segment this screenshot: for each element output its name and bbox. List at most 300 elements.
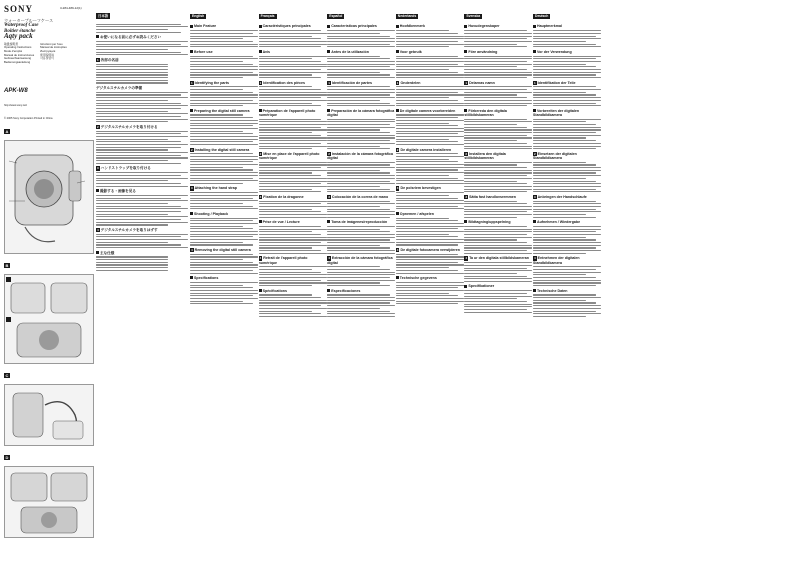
section-heading: 2 Installing the digital still camera <box>191 147 250 152</box>
text-line <box>396 156 464 157</box>
text-line <box>396 220 459 221</box>
text-line <box>396 301 464 302</box>
text-line <box>327 41 395 42</box>
text-line <box>464 143 527 144</box>
text-line <box>396 141 459 142</box>
text-line <box>464 209 532 210</box>
text-line <box>259 253 327 254</box>
section-number: 1 <box>534 80 536 85</box>
lang-item: Инструкция <box>40 48 56 53</box>
text-line <box>259 214 327 215</box>
text-line <box>259 203 322 204</box>
lang-item: Manual de instruções <box>40 45 67 50</box>
text-line <box>259 64 327 65</box>
section-heading: Características principales <box>327 24 395 28</box>
text-line <box>327 239 390 240</box>
text-line <box>190 89 243 90</box>
lang-item: 사용설명서 <box>40 56 54 61</box>
text-line <box>327 274 395 275</box>
section-heading: 1 Identifikation der Teile <box>534 80 576 85</box>
text-line <box>464 265 532 266</box>
text-line <box>327 311 390 312</box>
section-heading: 3 Anbringen der Handschlaufe <box>534 194 587 199</box>
text-line <box>259 183 322 184</box>
text-line <box>533 97 601 98</box>
language-header: Español <box>329 14 343 18</box>
text-line <box>190 117 253 118</box>
section-heading: 3 Attaching the hand strap <box>191 186 238 191</box>
text-line <box>190 133 253 134</box>
text-line <box>190 61 243 62</box>
text-line <box>396 242 464 243</box>
text-line <box>190 228 253 229</box>
text-line <box>259 33 327 34</box>
text-line <box>327 214 395 215</box>
text-line <box>190 244 253 245</box>
text-line <box>464 103 532 104</box>
text-line <box>464 175 527 176</box>
text-line <box>259 206 327 207</box>
text-line <box>259 137 327 138</box>
text-line <box>327 229 380 230</box>
section-heading: Bildtagning/uppspelning <box>464 220 532 224</box>
text-line <box>327 69 395 70</box>
text-line <box>259 46 322 47</box>
text-line <box>190 114 243 115</box>
text-line <box>190 72 253 73</box>
text-line <box>396 273 464 274</box>
text-line <box>396 114 464 115</box>
section-heading: デジタルスチルカメラの準備 <box>96 85 143 90</box>
text-line <box>327 103 390 104</box>
copyright: © 2005 Sony Corporation Printed in China <box>4 117 53 121</box>
text-line <box>190 262 253 263</box>
text-line <box>533 211 601 212</box>
text-line <box>259 266 327 267</box>
cover-column <box>4 4 94 560</box>
text-line <box>533 201 596 202</box>
text-line <box>259 247 312 248</box>
text-line <box>464 94 517 95</box>
text-line <box>464 162 532 163</box>
text-line <box>327 316 395 317</box>
text-line <box>190 30 258 31</box>
text-line <box>190 167 243 168</box>
text-line <box>259 311 312 312</box>
text-line <box>327 167 395 168</box>
text-line <box>464 239 517 240</box>
text-line <box>190 208 258 209</box>
text-line <box>259 313 322 314</box>
text-line <box>327 72 380 73</box>
text-line <box>327 183 395 184</box>
text-line <box>533 119 601 120</box>
text-line <box>327 209 390 210</box>
text-line <box>396 192 464 193</box>
case-diagram-icon <box>5 141 93 253</box>
section-number: 1 <box>328 80 330 85</box>
section-heading: 1 Identificación de partes <box>328 80 372 85</box>
section-heading: 4 Removing the digital still camera <box>191 247 251 252</box>
text-line <box>259 148 312 149</box>
text-line <box>396 159 449 160</box>
text-line <box>533 183 601 184</box>
text-line <box>190 105 243 106</box>
text-line <box>396 178 459 179</box>
lang-item: 取扱説明書 <box>4 41 18 46</box>
text-line <box>327 105 395 106</box>
text-line <box>327 124 390 125</box>
text-line <box>464 309 527 310</box>
text-line <box>464 281 532 282</box>
text-line <box>533 277 596 278</box>
text-line <box>327 302 390 303</box>
model-code: 3-284-489-12(1) <box>60 6 82 10</box>
text-line <box>259 30 322 31</box>
text-line <box>396 64 459 65</box>
text-line <box>464 77 527 78</box>
text-line <box>533 305 601 306</box>
text-line <box>533 38 601 39</box>
text-line <box>464 226 527 227</box>
text-line <box>464 214 532 215</box>
section-heading: Shooting / Playback <box>190 212 258 216</box>
text-line <box>464 304 532 305</box>
text-line <box>327 181 390 182</box>
section-heading: Före användning <box>464 50 532 54</box>
text-line <box>533 148 596 149</box>
text-line <box>396 256 464 257</box>
text-line <box>327 74 390 75</box>
lang-item: Mode d'emploi <box>4 48 23 53</box>
japanese-title: ウォータープルーフケース <box>4 18 54 23</box>
section-heading: Hauptmerkmal <box>533 24 601 28</box>
text-line <box>259 181 327 182</box>
text-line <box>396 161 459 162</box>
text-line <box>259 316 327 317</box>
text-line <box>464 191 527 192</box>
section-heading: 2 Installera den digitala stillbildskameran <box>464 151 506 160</box>
text-line <box>327 140 390 141</box>
text-line <box>190 169 253 170</box>
language-column <box>464 4 532 560</box>
text-line <box>533 127 601 128</box>
section-heading: 撮影する・画像を見る <box>96 189 188 193</box>
text-line <box>259 201 327 202</box>
text-line <box>396 41 459 42</box>
text-line <box>259 41 327 42</box>
section-heading: 4 デジタルスチルカメラを取りはずす <box>97 227 158 232</box>
text-line <box>396 128 464 129</box>
text-line <box>464 140 517 141</box>
text-line <box>533 226 601 227</box>
text-line <box>464 206 532 207</box>
text-line <box>259 211 322 212</box>
text-line <box>259 245 327 246</box>
text-line <box>464 242 527 243</box>
section-heading: Vorbereiten der digitalen Standbildkamera <box>533 109 601 117</box>
text-line <box>396 239 464 240</box>
text-line <box>190 94 258 95</box>
section-heading: Voor gebruik <box>396 50 464 54</box>
text-line <box>396 46 449 47</box>
text-line <box>327 94 390 95</box>
text-line <box>533 253 586 254</box>
text-line <box>190 285 243 286</box>
text-line <box>190 69 258 70</box>
website: http://www.sony.net/ <box>4 104 28 108</box>
text-line <box>259 140 327 141</box>
text-line <box>533 124 596 125</box>
text-line <box>533 172 596 173</box>
model-number: APK-W8 <box>4 88 28 95</box>
text-line <box>533 92 586 93</box>
section-heading: Vor der Verwendung <box>533 50 601 54</box>
text-line <box>464 44 517 45</box>
text-line <box>259 86 312 87</box>
text-line <box>464 127 527 128</box>
text-line <box>464 229 532 230</box>
text-line <box>464 33 532 34</box>
text-line <box>259 231 312 232</box>
section-number: 3 <box>259 194 262 199</box>
text-line <box>259 280 322 281</box>
text-line <box>396 180 464 181</box>
text-line <box>190 293 258 294</box>
text-line <box>396 36 464 37</box>
text-line <box>464 189 532 190</box>
language-column <box>327 4 395 560</box>
section-heading: 1 Identifying the parts <box>191 80 230 85</box>
text-line <box>327 61 395 62</box>
text-line <box>190 172 258 173</box>
text-line <box>327 135 395 136</box>
text-line <box>259 186 327 187</box>
text-line <box>259 162 327 163</box>
text-line <box>533 191 601 192</box>
text-line <box>533 297 601 298</box>
text-line <box>259 66 327 67</box>
text-line <box>190 144 258 145</box>
text-line <box>396 123 449 124</box>
text-line <box>259 121 327 122</box>
text-line <box>464 164 517 165</box>
lang-item: Operating Instructions <box>4 45 32 50</box>
text-line <box>190 254 253 255</box>
section-number: 4 <box>191 247 193 252</box>
text-line <box>259 94 327 95</box>
text-line <box>533 146 601 147</box>
text-line <box>533 137 586 138</box>
text-line <box>533 100 601 101</box>
text-line <box>396 231 464 232</box>
section-heading: Technische gegevens <box>396 276 464 280</box>
text-line <box>259 103 312 104</box>
text-line <box>327 266 380 267</box>
text-line <box>327 143 395 144</box>
text-line <box>533 58 596 59</box>
text-line <box>259 229 327 230</box>
text-line <box>190 303 253 304</box>
text-line <box>190 267 258 268</box>
language-column <box>190 4 258 560</box>
text-line <box>464 64 532 65</box>
text-line <box>396 254 459 255</box>
text-line <box>190 239 258 240</box>
text-line <box>190 38 243 39</box>
text-line <box>396 125 459 126</box>
text-line <box>464 186 532 187</box>
text-line <box>464 293 527 294</box>
text-line <box>533 285 596 286</box>
text-line <box>190 156 258 157</box>
section-number: 3 <box>534 194 536 199</box>
text-line <box>533 72 601 73</box>
text-line <box>259 294 312 295</box>
text-line <box>533 280 601 281</box>
text-line <box>533 217 596 218</box>
text-line <box>190 66 258 67</box>
text-line <box>259 234 322 235</box>
section-heading: Preparación de la cámara fotográfica digital <box>327 108 395 117</box>
text-line <box>396 133 459 134</box>
text-line <box>396 69 449 70</box>
section-heading: De digitale camera voorbereiden <box>396 109 464 113</box>
text-line <box>464 262 532 263</box>
section-heading: Prise de vue / Lecture <box>259 220 327 224</box>
text-line <box>464 38 527 39</box>
text-line <box>190 128 258 129</box>
text-line <box>190 120 258 121</box>
text-line <box>190 164 258 165</box>
lang-item: Istruzioni per l'uso <box>40 41 63 46</box>
section-heading: 1 Identification des pièces <box>259 80 306 85</box>
section-number: 2 <box>396 147 399 152</box>
text-line <box>396 131 464 132</box>
text-line <box>327 127 395 128</box>
section-heading: Toma de imágenes/reproducción <box>327 220 395 224</box>
text-line <box>464 268 527 269</box>
figure-a-case-diagram <box>4 140 94 254</box>
text-line <box>396 198 459 199</box>
section-number: 4 <box>259 256 262 261</box>
section-heading: お使いになる前に必ずお読みください <box>96 35 188 39</box>
text-line <box>327 189 390 190</box>
text-line <box>464 234 527 235</box>
text-line <box>327 282 380 283</box>
section-heading: 3 Fixation de la dragonne <box>259 194 304 199</box>
text-line <box>396 139 449 140</box>
text-line <box>327 46 395 47</box>
text-line <box>396 58 464 59</box>
section-heading: Antes de la utilización <box>327 50 395 54</box>
text-line <box>259 92 327 93</box>
text-line <box>464 217 517 218</box>
text-line <box>533 229 601 230</box>
section-heading: 主な仕様 <box>96 251 188 255</box>
text-line <box>464 247 532 248</box>
text-line <box>259 61 322 62</box>
text-line <box>327 217 390 218</box>
text-line <box>259 172 312 173</box>
text-line <box>464 237 532 238</box>
text-line <box>190 290 258 291</box>
text-line <box>190 46 258 47</box>
text-line <box>327 201 390 202</box>
section-number: 3 <box>396 186 399 191</box>
text-line <box>396 89 464 90</box>
text-line <box>464 167 527 168</box>
text-line <box>396 100 459 101</box>
text-line <box>533 64 586 65</box>
text-line <box>533 94 596 95</box>
text-line <box>533 121 586 122</box>
text-line <box>327 175 395 176</box>
text-line <box>464 86 532 87</box>
section-heading: 3 De polsriem bevestigen <box>396 186 441 191</box>
section-number: 1 <box>191 80 193 85</box>
text-line <box>259 38 322 39</box>
text-line <box>464 30 527 31</box>
text-line <box>533 44 596 45</box>
text-line <box>533 56 601 57</box>
text-line <box>464 92 532 93</box>
text-line <box>259 135 322 136</box>
text-line <box>327 172 390 173</box>
text-line <box>190 159 258 160</box>
text-line <box>190 200 258 201</box>
text-line <box>464 172 532 173</box>
text-line <box>533 189 596 190</box>
text-line <box>259 297 322 298</box>
text-line <box>259 178 327 179</box>
text-line <box>327 234 395 235</box>
text-line <box>190 270 253 271</box>
text-line <box>259 189 312 190</box>
text-line <box>464 290 532 291</box>
text-line <box>533 164 596 165</box>
language-column <box>259 4 327 560</box>
text-line <box>533 206 601 207</box>
section-heading: Förbereda den digitala stillbildskameran <box>464 109 532 117</box>
text-line <box>327 86 390 87</box>
text-line <box>464 231 532 232</box>
section-heading: 4 Extracción de la cámara fotográfica digital <box>327 256 393 265</box>
text-line <box>259 119 322 120</box>
text-line <box>327 297 395 298</box>
text-line <box>190 44 258 45</box>
text-line <box>190 64 253 65</box>
text-line <box>464 312 532 313</box>
text-line <box>533 245 601 246</box>
text-line <box>327 242 395 243</box>
text-line <box>464 211 527 212</box>
text-line <box>327 237 395 238</box>
text-line <box>396 74 464 75</box>
section-number: 3 <box>191 186 193 191</box>
install-diagram-icon <box>5 275 93 363</box>
text-line <box>190 92 253 93</box>
text-line <box>190 183 243 184</box>
text-line <box>396 234 449 235</box>
text-line <box>533 61 601 62</box>
text-line <box>533 274 586 275</box>
text-line <box>533 311 596 312</box>
section-heading: 3 ハンドストラップを取り付ける <box>97 166 151 171</box>
section-heading: Huvudegenskaper <box>464 24 532 28</box>
section-number: 2 <box>534 151 536 156</box>
text-line <box>327 170 380 171</box>
